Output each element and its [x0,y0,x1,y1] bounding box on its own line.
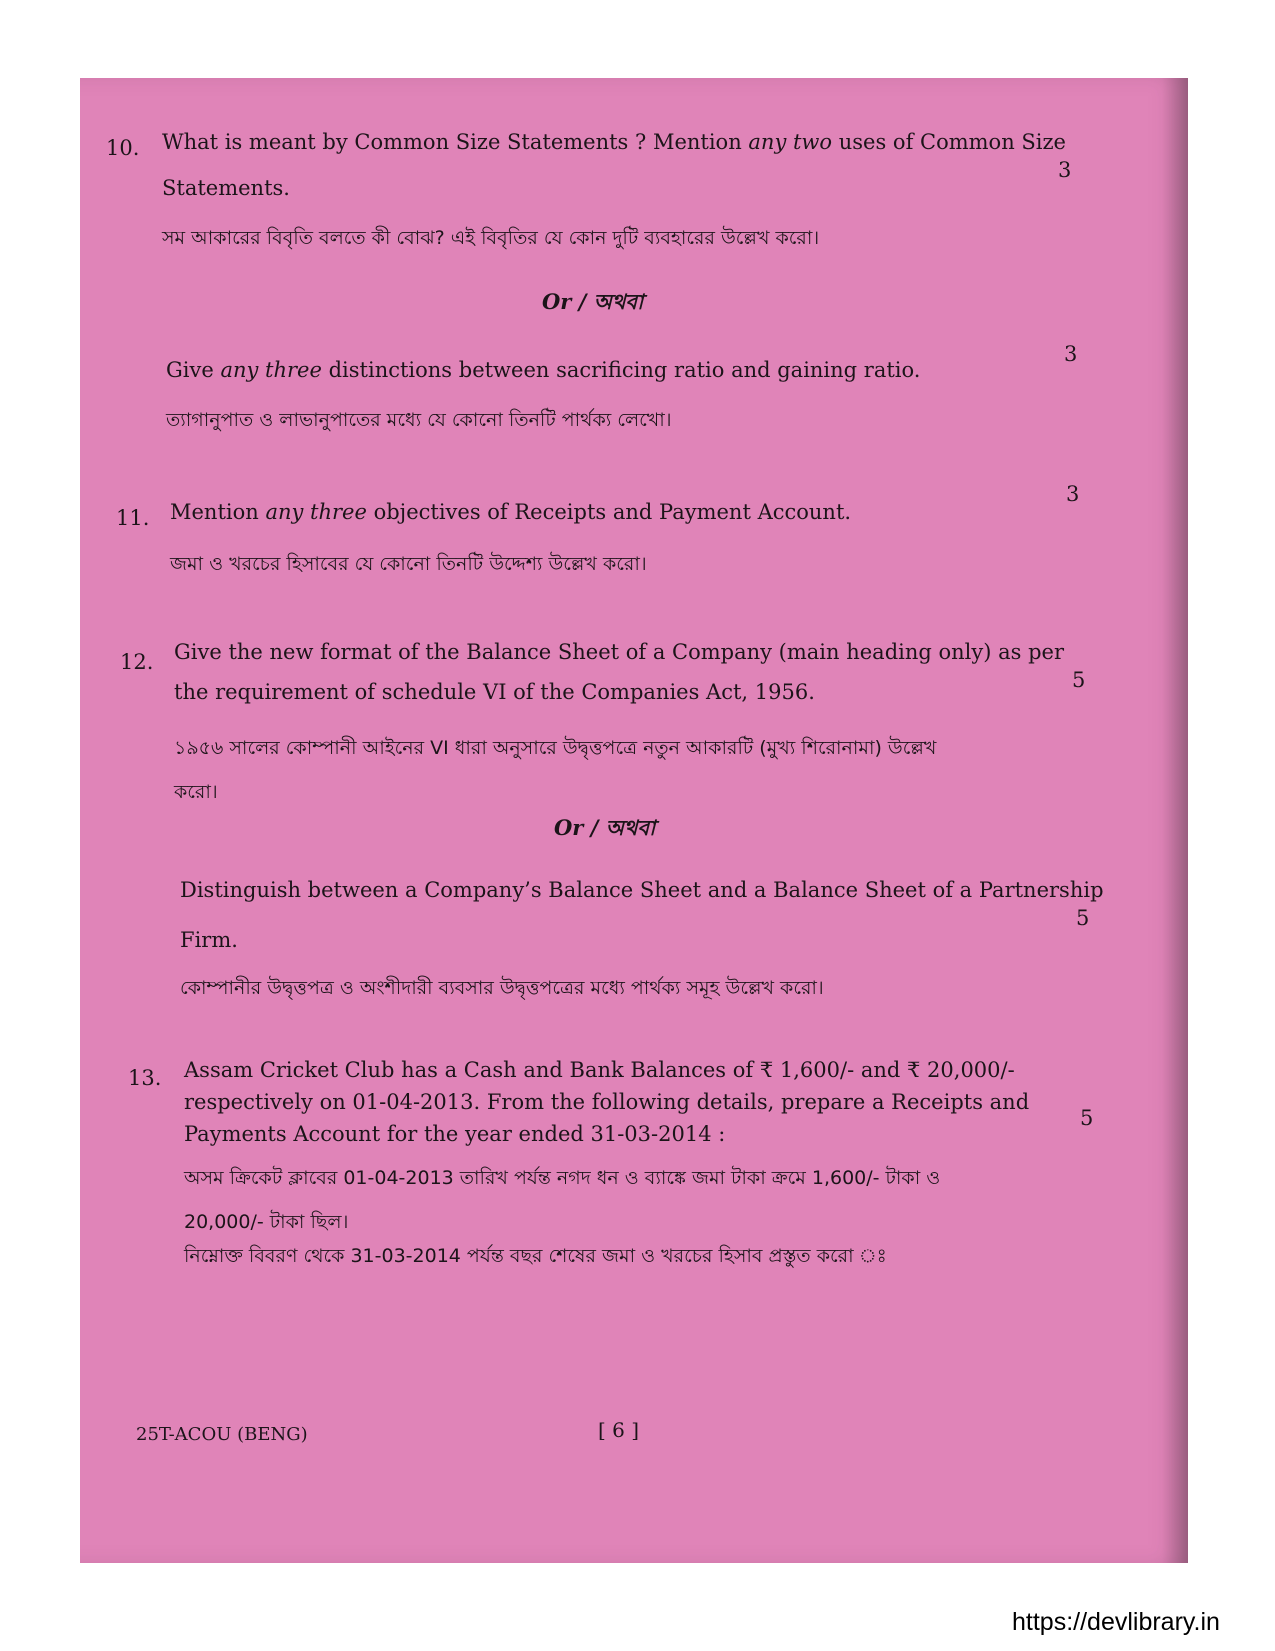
page-number: [ 6 ] [598,1418,640,1442]
question-12-bengali-line-1: ১৯৫৬ সালের কোম্পানী আইনের VI ধারা অনুসারে উদ্বৃত্তপত্রে নতুন আকারটি (মুখ্য শিরোনামা) উল্লেখ [174,737,937,759]
watermark-url: https://devlibrary.in [1012,1608,1220,1636]
question-10-text-cont: Statements. [162,176,290,200]
or-divider-12: Or / অথবা [554,815,656,840]
question-12-marks: 5 [1072,668,1086,692]
question-number-11: 11. [116,506,150,530]
question-12-alternative-marks: 5 [1076,906,1090,930]
question-12-alternative-bengali: কোম্পানীর উদ্বৃত্তপত্র ও অংশীদারী ব্যবসার উদ্বৃত্তপত্রের মধ্যে পার্থক্য সমূহ উল্লেখ করো। [180,977,824,999]
question-11-text: Mention any three objectives of Receipts and Payment Account. [170,500,852,524]
question-12-alternative-line-1: Distinguish between a Company’s Balance Sheet and a Balance Sheet of a Partnership [180,878,1104,902]
question-10-marks: 3 [1058,158,1072,182]
question-13-text-line-1: Assam Cricket Club has a Cash and Bank Balances of ₹ 1,600/- and ₹ 20,000/- [184,1058,1015,1082]
or-divider-10: Or / অথবা [542,289,644,314]
question-12-text-line-1: Give the new format of the Balance Sheet of a Company (main heading only) as per [174,640,1064,664]
question-12-bengali-line-2: করো। [174,781,218,803]
paper-code: 25T-ACOU (BENG) [136,1424,308,1445]
question-number-13: 13. [128,1066,162,1090]
question-10-text: What is meant by Common Size Statements ? Mention any two uses of Common Size [162,130,1066,154]
question-10-bengali: সম আকারের বিবৃতি বলতে কী বোঝ? এই বিবৃতির যে কোন দুটি ব্যবহারের উল্লেখ করো। [162,227,820,249]
question-11-bengali: জমা ও খরচের হিসাবের যে কোনো তিনটি উদ্দেশ্য উল্লেখ করো। [170,553,647,575]
question-13-bengali-line-3: নিম্নোক্ত বিবরণ থেকে 31-03-2014 পর্যন্ত বছর শেষের জমা ও খরচের হিসাব প্রস্তুত করো ঃ [184,1245,887,1267]
question-12-alternative-line-2: Firm. [180,928,238,952]
question-number-10: 10. [106,136,140,160]
question-13-bengali-line-2: 20,000/- টাকা ছিল। [184,1211,349,1233]
question-10-alternative-bengali: ত্যাগানুপাত ও লাভানুপাতের মধ্যে যে কোনো তিনটি পার্থক্য লেখো। [166,409,672,431]
question-10-alternative-marks: 3 [1064,342,1078,366]
question-11-marks: 3 [1066,482,1080,506]
question-number-12: 12. [120,650,154,674]
exam-page [80,78,1188,1563]
question-10-alternative-text: Give any three distinctions between sacrificing ratio and gaining ratio. [166,358,921,382]
question-13-text-line-3: Payments Account for the year ended 31-03-2014 : [184,1122,726,1146]
question-12-text-line-2: the requirement of schedule VI of the Companies Act, 1956. [174,680,815,704]
question-13-text-line-2: respectively on 01-04-2013. From the following details, prepare a Receipts and [184,1090,1030,1114]
question-13-marks: 5 [1080,1106,1094,1130]
question-13-bengali-line-1: অসম ক্রিকেট ক্লাবের 01-04-2013 তারিখ পর্যন্ত নগদ ধন ও ব্যাঙ্কে জমা টাকা ক্রমে 1,600/- টাকা ও [184,1167,941,1189]
